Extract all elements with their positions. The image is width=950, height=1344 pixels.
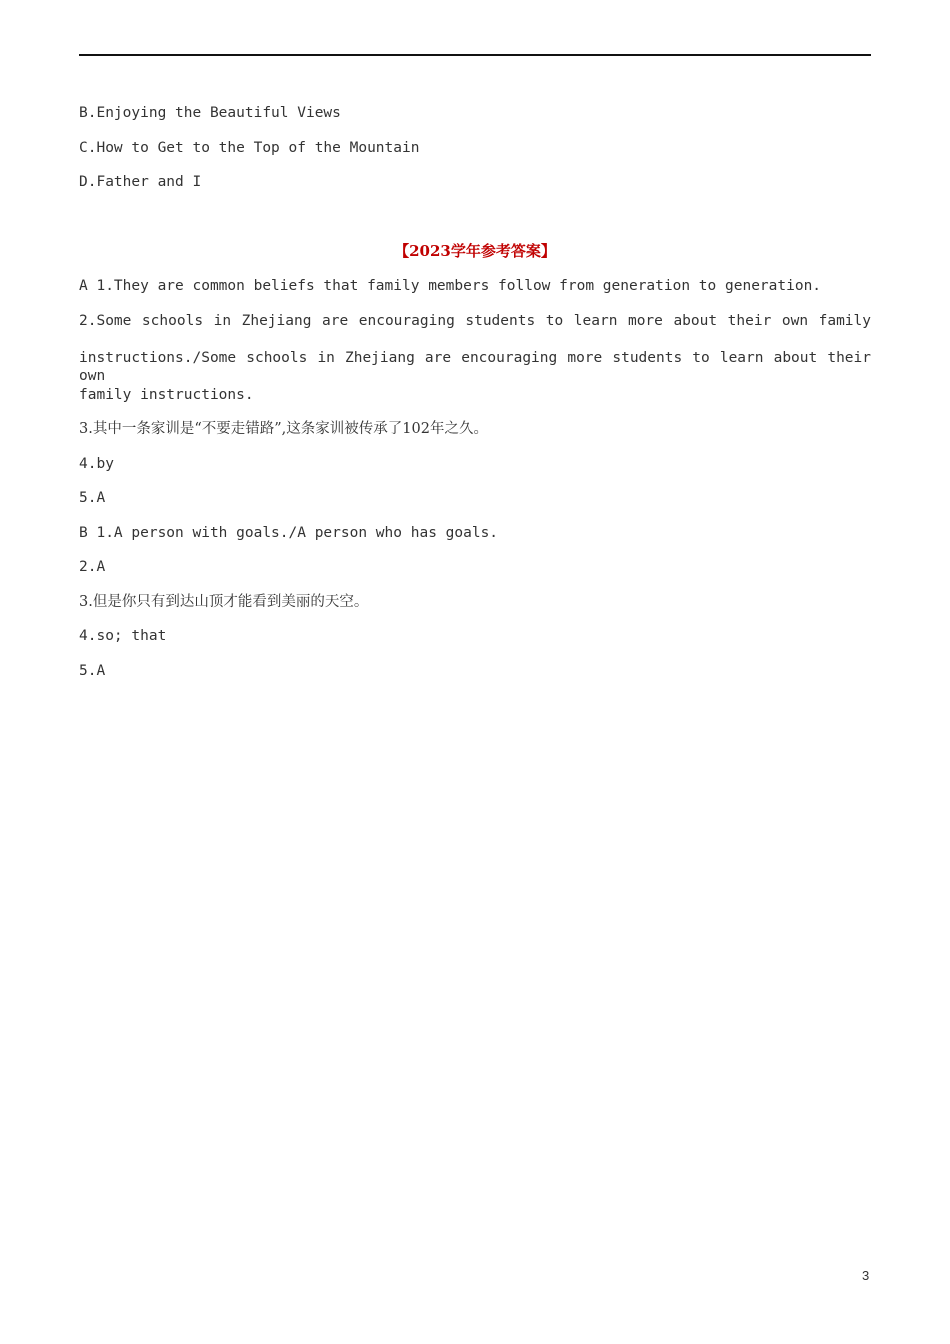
option-b: B.Enjoying the Beautiful Views: [79, 105, 341, 121]
answer-a-3: 3.其中一条家训是“不要走错路”,这条家训被传承了102年之久。: [79, 421, 488, 437]
answer-b-2: 2.A: [79, 559, 106, 575]
answer-a-4: 4.by: [79, 456, 114, 472]
answer-b-5: 5.A: [79, 663, 106, 679]
answer-a-1: A 1.They are common beliefs that family members follow from generation to generation.: [79, 278, 822, 294]
answer-a-2-line-3: family instructions.: [79, 387, 254, 403]
answer-a-2-line-2: instructions./Some schools in Zhejiang are encouraging more students to learn about their own: [79, 350, 871, 384]
header-rule: [79, 54, 871, 56]
answer-b-4: 4.so; that: [79, 628, 167, 644]
page-number: 3: [862, 1268, 870, 1283]
answers-heading: 【2023学年参考答案】: [394, 242, 556, 260]
answer-a-5: 5.A: [79, 490, 106, 506]
answer-b-1: B 1.A person with goals./A person who has goals.: [79, 525, 499, 541]
answer-a-2-line-1: 2.Some schools in Zhejiang are encouraging students to learn more about their own family: [79, 313, 871, 329]
option-d: D.Father and I: [79, 174, 202, 190]
option-c: C.How to Get to the Top of the Mountain: [79, 140, 420, 156]
answer-b-3: 3.但是你只有到达山顶才能看到美丽的天空。: [79, 594, 369, 610]
